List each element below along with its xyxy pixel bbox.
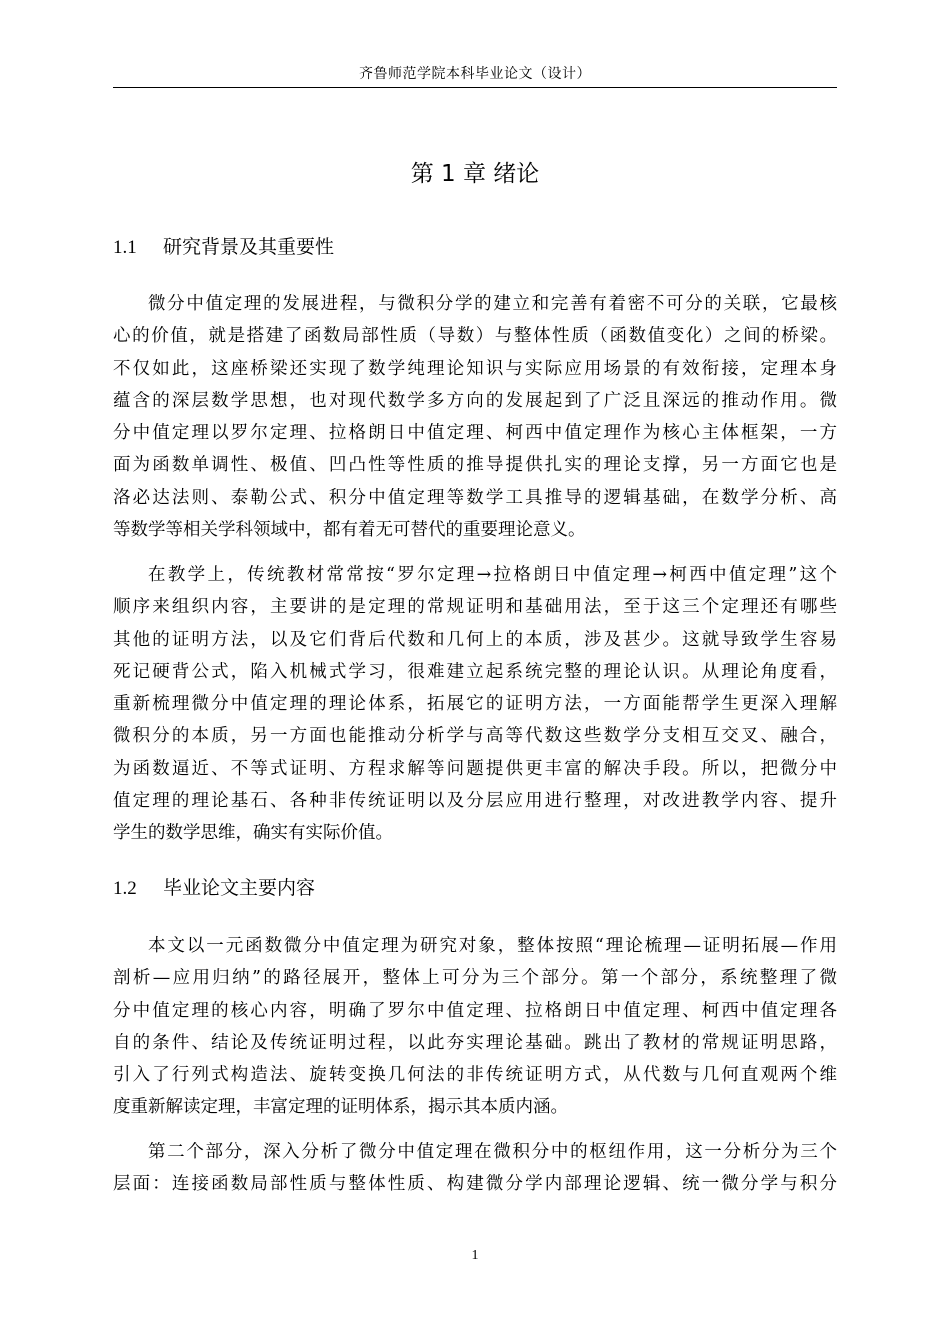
running-header: 齐鲁师范学院本科毕业论文（设计） xyxy=(359,66,591,82)
text-line: 度重新解读定理，丰富定理的证明体系，揭示其本质内涵。 xyxy=(113,1097,568,1118)
text-line: 层面：连接函数局部性质与整体性质、构建微分学内部理论逻辑、统一微分学与积分 xyxy=(113,1174,837,1195)
text-line: 洛必达法则、泰勒公式、积分中值定理等数学工具推导的逻辑基础，在数学分析、高 xyxy=(113,487,837,508)
paragraph-1-1-2 xyxy=(113,559,837,850)
text-line: 不仅如此，这座桥梁还实现了数学纯理论知识与实际应用场景的有效衔接，定理本身 xyxy=(113,358,837,379)
text-line: 分中值定理的核心内容，明确了罗尔中值定理、拉格朗日中值定理、柯西中值定理各 xyxy=(113,1000,837,1021)
text-line: 剖析—应用归纳”的路径展开，整体上可分为三个部分。第一个部分，系统整理了微 xyxy=(113,968,837,989)
section-title: 研究背景及其重要性 xyxy=(163,236,335,258)
header-rule xyxy=(113,87,837,88)
text-line: 引入了行列式构造法、旋转变换几何法的非传统证明方式，从代数与几何直观两个维 xyxy=(113,1065,837,1086)
paragraph-1-2-1 xyxy=(113,930,837,1124)
text-line: 在教学上，传统教材常常按“罗尔定理→拉格朗日中值定理→柯西中值定理”这个 xyxy=(148,565,837,585)
text-line: 学生的数学思维，确实有实际价值。 xyxy=(113,823,393,844)
text-line: 分中值定理以罗尔定理、拉格朗日中值定理、柯西中值定理作为核心主体框架，一方 xyxy=(113,423,837,444)
text-line: 其他的证明方法，以及它们背后代数和几何上的本质，涉及甚少。这就导致学生容易 xyxy=(113,629,837,650)
paragraph-1-2-2 xyxy=(113,1136,837,1201)
text-line: 本文以一元函数微分中值定理为研究对象，整体按照“理论梳理—证明拓展—作用 xyxy=(148,936,837,956)
text-line: 死记硬背公式，陷入机械式学习，很难建立起系统完整的理论认识。从理论角度看， xyxy=(113,661,837,682)
text-line: 顺序来组织内容，主要讲的是定理的常规证明和基础用法，至于这三个定理还有哪些 xyxy=(113,597,837,618)
section-heading-1-2 xyxy=(113,874,837,903)
text-line: 微分中值定理的发展进程，与微积分学的建立和完善有着密不可分的关联，它最核 xyxy=(148,294,837,314)
section-number: 1.2 xyxy=(113,878,137,899)
section-heading-1-1 xyxy=(113,233,837,262)
section-number: 1.1 xyxy=(113,237,137,258)
text-line: 等数学等相关学科领域中，都有着无可替代的重要理论意义。 xyxy=(113,520,586,541)
text-line: 第二个部分，深入分析了微分中值定理在微积分中的枢纽作用，这一分析分为三个 xyxy=(148,1142,837,1162)
chapter-title: 第 1 章 绪论 xyxy=(410,161,540,187)
text-line: 心的价值，就是搭建了函数局部性质（导数）与整体性质（函数值变化）之间的桥梁。 xyxy=(113,326,837,347)
text-line: 值定理的理论基石、各种非传统证明以及分层应用进行整理，对改进教学内容、提升 xyxy=(113,791,837,812)
text-line: 微积分的本质，另一方面也能推动分析学与高等代数这些数学分支相互交叉、融合， xyxy=(113,726,837,747)
page-number: 1 xyxy=(471,1248,479,1263)
text-line: 面为函数单调性、极值、凹凸性等性质的推导提供扎实的理论支撑，另一方面它也是 xyxy=(113,455,837,476)
text-line: 蕴含的深层数学思想，也对现代数学多方向的发展起到了广泛且深远的推动作用。微 xyxy=(113,390,837,411)
section-title: 毕业论文主要内容 xyxy=(163,877,316,899)
text-line: 重新梳理微分中值定理的理论体系，拓展它的证明方法，一方面能帮学生更深入理解 xyxy=(113,694,837,715)
text-line: 为函数逼近、不等式证明、方程求解等问题提供更丰富的解决手段。所以，把微分中 xyxy=(113,758,837,779)
paragraph-1-1-1 xyxy=(113,288,837,546)
text-line: 自的条件、结论及传统证明过程，以此夯实理论基础。跳出了教材的常规证明思路， xyxy=(113,1032,837,1053)
